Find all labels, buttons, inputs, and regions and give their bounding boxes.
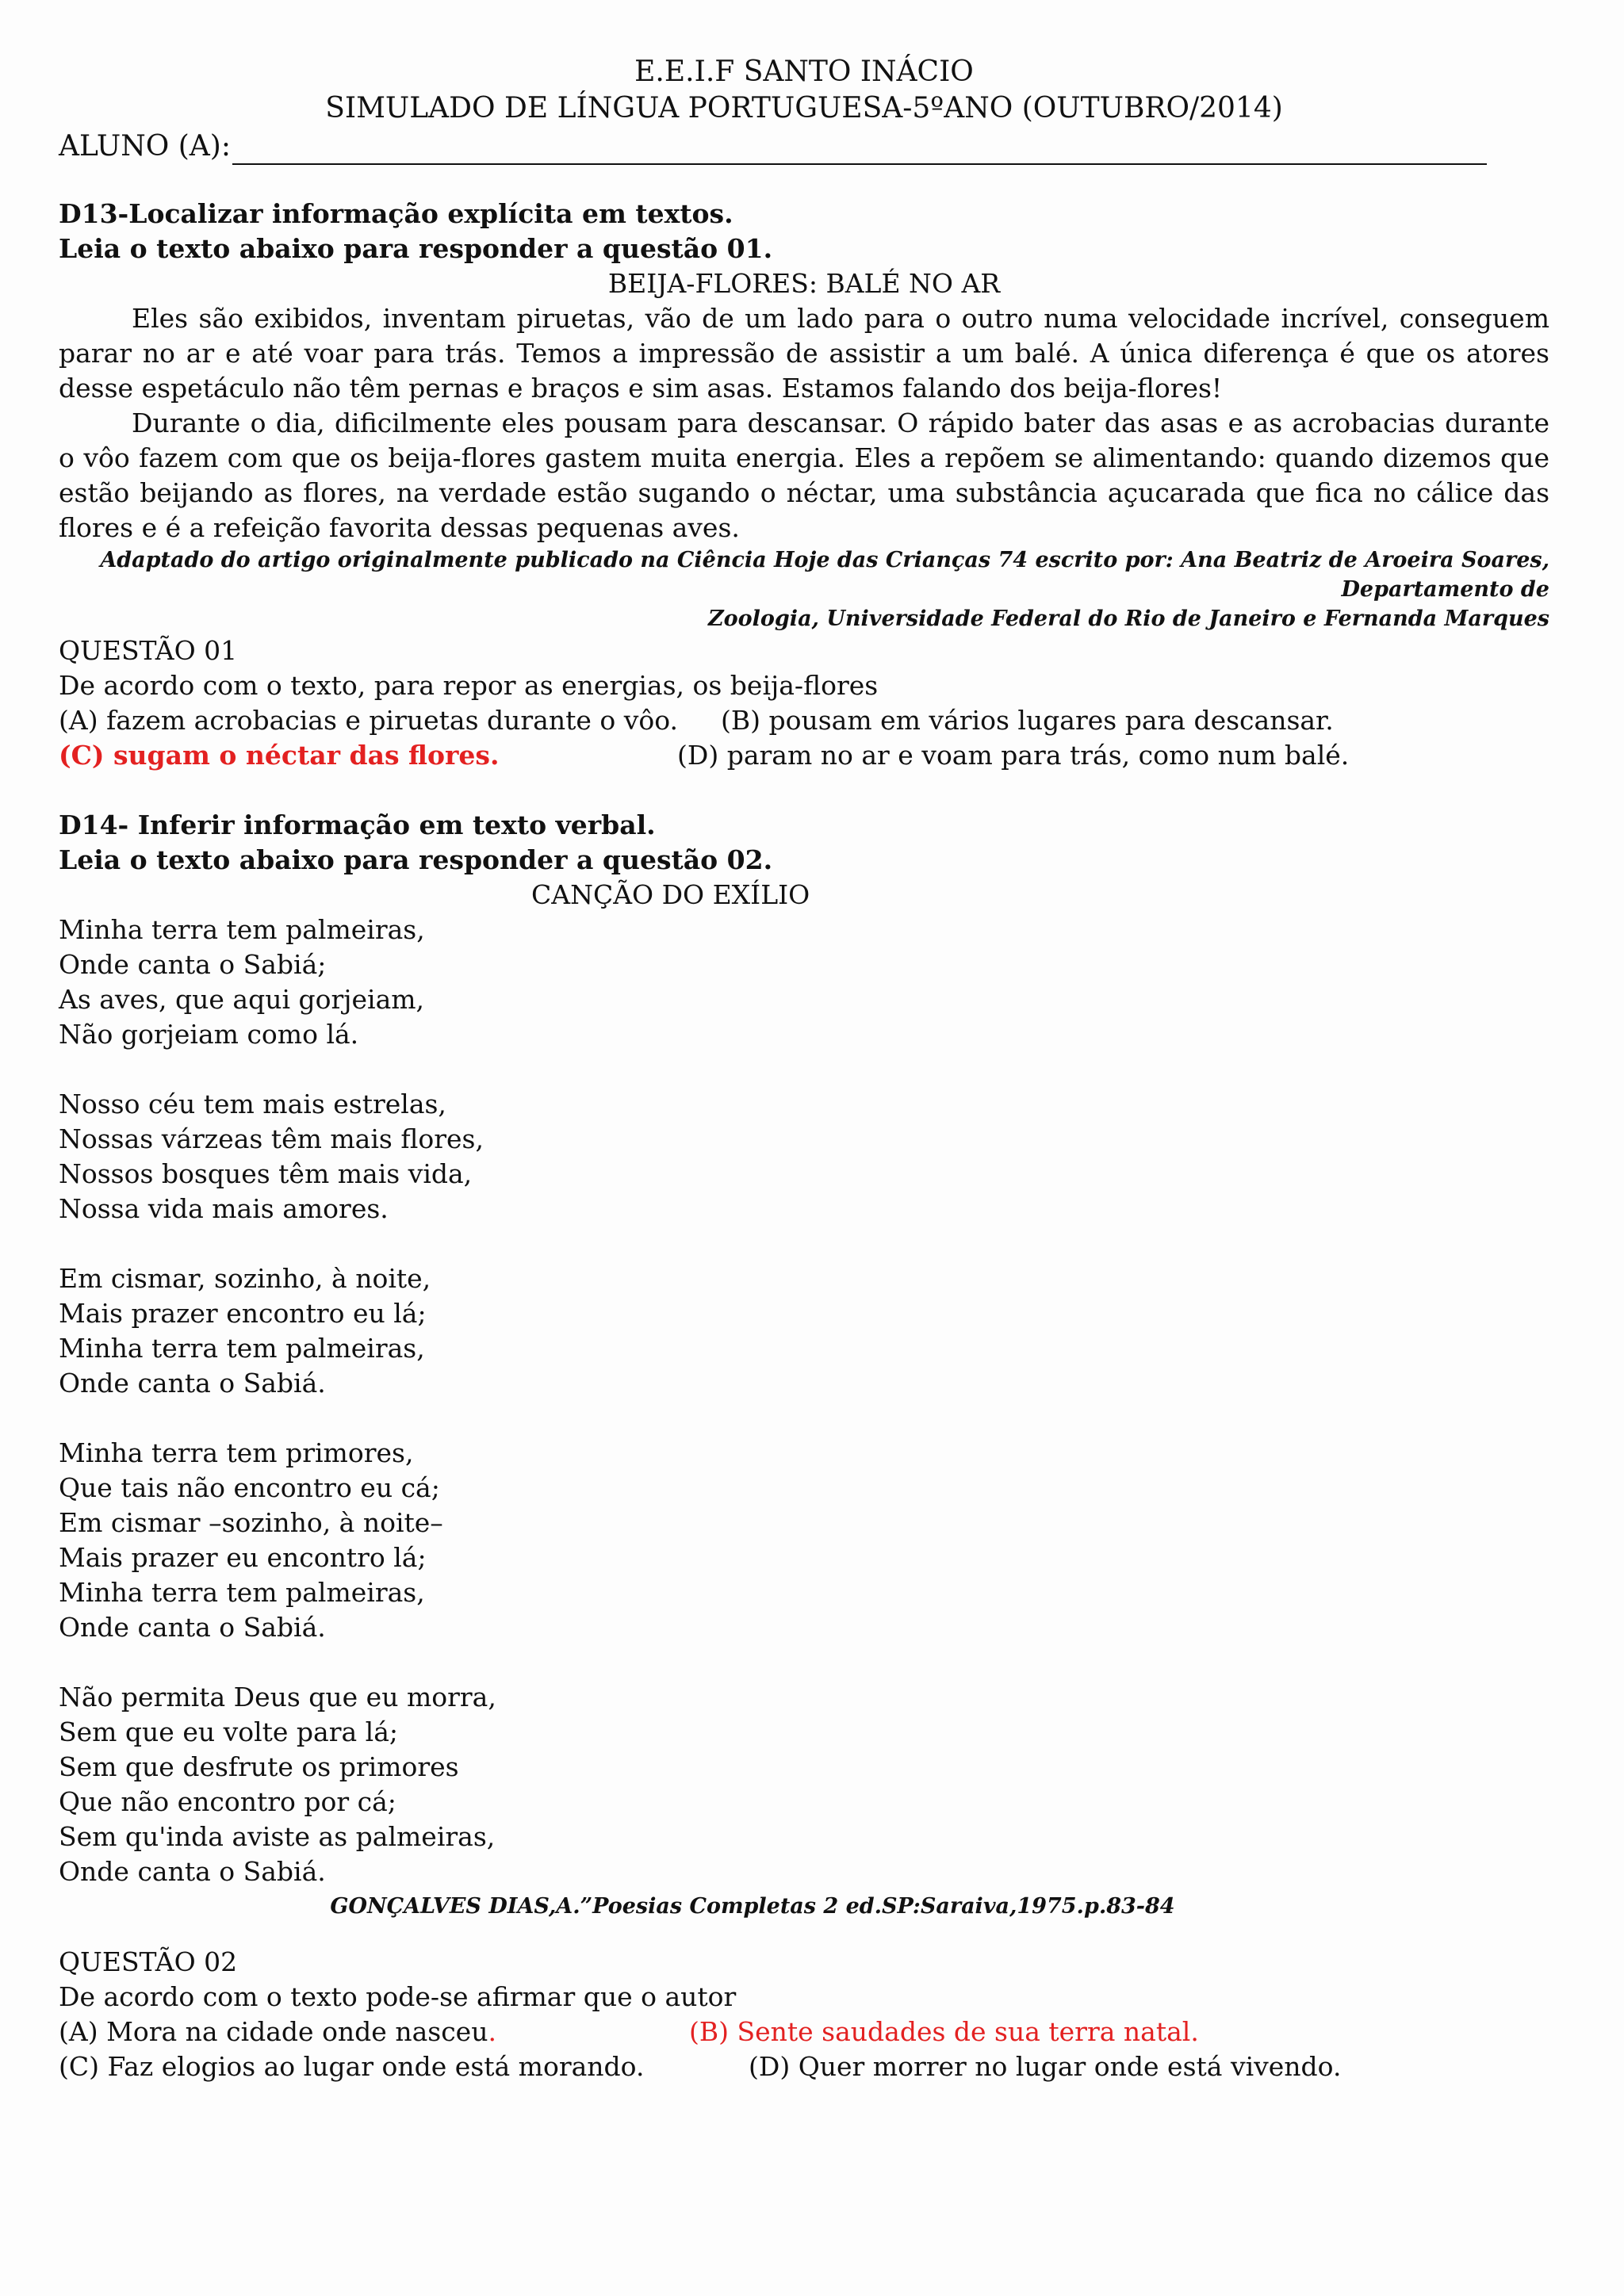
option-b[interactable]: (B) pousam em vários lugares para descansar. <box>721 705 1334 736</box>
poem-line: Minha terra tem palmeiras, <box>59 1333 425 1364</box>
option-a[interactable]: (A) fazem acrobacias e piruetas durante o vôo. <box>59 705 679 736</box>
question-1-options-cd <box>59 738 1549 773</box>
option-d[interactable]: (D) Quer morrer no lugar onde está vivendo. <box>749 2051 1342 2082</box>
question-1-options-ab <box>59 703 1549 738</box>
question-2-options-ab <box>59 2015 1549 2049</box>
option-b-correct[interactable]: (B) Sente saudades de sua terra natal. <box>689 2016 1199 2047</box>
poem-line: Não gorjeiam como lá. <box>59 1019 359 1050</box>
question-2-options-cd <box>59 2049 1549 2084</box>
poem-line: Não permita Deus que eu morra, <box>59 1682 496 1712</box>
descriptor-d13: D13-Localizar informação explícita em textos. <box>59 198 733 229</box>
question-2-label: QUESTÃO 02 <box>59 1946 238 1977</box>
paragraph-2: Durante o dia, dificilmente eles pousam para descansar. O rápido bater das asas e as acrobacias durante o vôo fazem com que os beija-flores gastem muita energia. Eles a repõem se alimentando: quando dizemos que estão beijando as flores, na verdade estão sugando o néctar, uma substância açucarada que fica no cálice das flores e é a refeição favorita dessas pequenas aves. <box>59 408 1549 543</box>
student-label: ALUNO (A): <box>59 130 231 163</box>
poem-line: Minha terra tem palmeiras, <box>59 1577 425 1608</box>
option-a[interactable] <box>59 2015 496 2049</box>
poem-line: Minha terra tem palmeiras, <box>59 914 425 945</box>
option-a-dot: . <box>488 2016 496 2047</box>
question-1-label: QUESTÃO 01 <box>59 635 238 666</box>
poem-line: Onde canta o Sabiá; <box>59 949 327 980</box>
descriptor-d14: D14- Inferir informação em texto verbal. <box>59 809 656 840</box>
poem-line: Nossa vida mais amores. <box>59 1193 389 1224</box>
option-d[interactable]: (D) param no ar e voam para trás, como num balé. <box>677 740 1350 771</box>
poem-line: Nosso céu tem mais estrelas, <box>59 1089 446 1119</box>
poem-line: Sem que eu volte para lá; <box>59 1716 399 1747</box>
poem-line: Sem que desfrute os primores <box>59 1751 459 1782</box>
poem-line: Em cismar –sozinho, à noite– <box>59 1507 443 1538</box>
poem-line: As aves, que aqui gorjeiam, <box>59 984 425 1015</box>
option-a-text: (A) Mora na cidade onde nasceu <box>59 2016 488 2047</box>
poem-line: Nossas várzeas têm mais flores, <box>59 1123 484 1154</box>
poem-line: Onde canta o Sabiá. <box>59 1612 326 1643</box>
exam-page <box>59 54 1549 2084</box>
instruction-q2: Leia o texto abaixo para responder a questão 02. <box>59 844 773 875</box>
option-c-correct[interactable]: (C) sugam o néctar das flores. <box>59 740 500 771</box>
school-name: E.E.I.F SANTO INÁCIO <box>634 55 974 88</box>
poem-line: Que não encontro por cá; <box>59 1786 396 1817</box>
paragraph-1: Eles são exibidos, inventam piruetas, vão de um lado para o outro numa velocidade incrível, conseguem parar no ar e até voar para trás. Temos a impressão de assistir a um balé. A única diferença é que os atores desse espetáculo não têm pernas e braços e sim asas. Estamos falando dos beija-flores! <box>59 303 1549 404</box>
text-title: BEIJA-FLORES: BALÉ NO AR <box>607 268 1001 299</box>
poem-line: Onde canta o Sabiá. <box>59 1856 326 1887</box>
source-line-2: Zoologia, Universidade Federal do Rio de Janeiro e Fernanda Marques <box>707 607 1549 631</box>
poem-line: Mais prazer encontro eu lá; <box>59 1298 427 1329</box>
student-name-row <box>59 128 1549 165</box>
question-1-stem: De acordo com o texto, para repor as energias, os beija-flores <box>59 670 879 701</box>
poem-line: Em cismar, sozinho, à noite, <box>59 1263 431 1294</box>
question-2-stem: De acordo com o texto pode-se afirmar que o autor <box>59 1981 737 2012</box>
poem-title: CANÇÃO DO EXÍLIO <box>531 879 810 910</box>
poem-line: Nossos bosques têm mais vida, <box>59 1158 473 1189</box>
instruction-q1: Leia o texto abaixo para responder a questão 01. <box>59 233 773 264</box>
exam-title: SIMULADO DE LÍNGUA PORTUGUESA-5ºANO (OUTUBRO/2014) <box>325 92 1283 124</box>
poem-line: Sem qu'inda aviste as palmeiras, <box>59 1821 496 1852</box>
poem-source: GONÇALVES DIAS,A.”Poesias Completas 2 ed.SP:Saraiva,1975.p.83-84 <box>330 1894 1175 1919</box>
poem-line: Mais prazer eu encontro lá; <box>59 1542 427 1573</box>
poem-line: Minha terra tem primores, <box>59 1437 414 1468</box>
option-c[interactable]: (C) Faz elogios ao lugar onde está morando. <box>59 2051 645 2082</box>
student-name-field[interactable] <box>232 140 1487 165</box>
poem-line: Que tais não encontro eu cá; <box>59 1472 440 1503</box>
source-line-1: Adaptado do artigo originalmente publicado na Ciência Hoje das Crianças 74 escrito por: Ana Beatriz de Aroeira Soares, Departamento de <box>100 548 1549 602</box>
poem <box>59 913 1549 1889</box>
poem-line: Onde canta o Sabiá. <box>59 1368 326 1399</box>
